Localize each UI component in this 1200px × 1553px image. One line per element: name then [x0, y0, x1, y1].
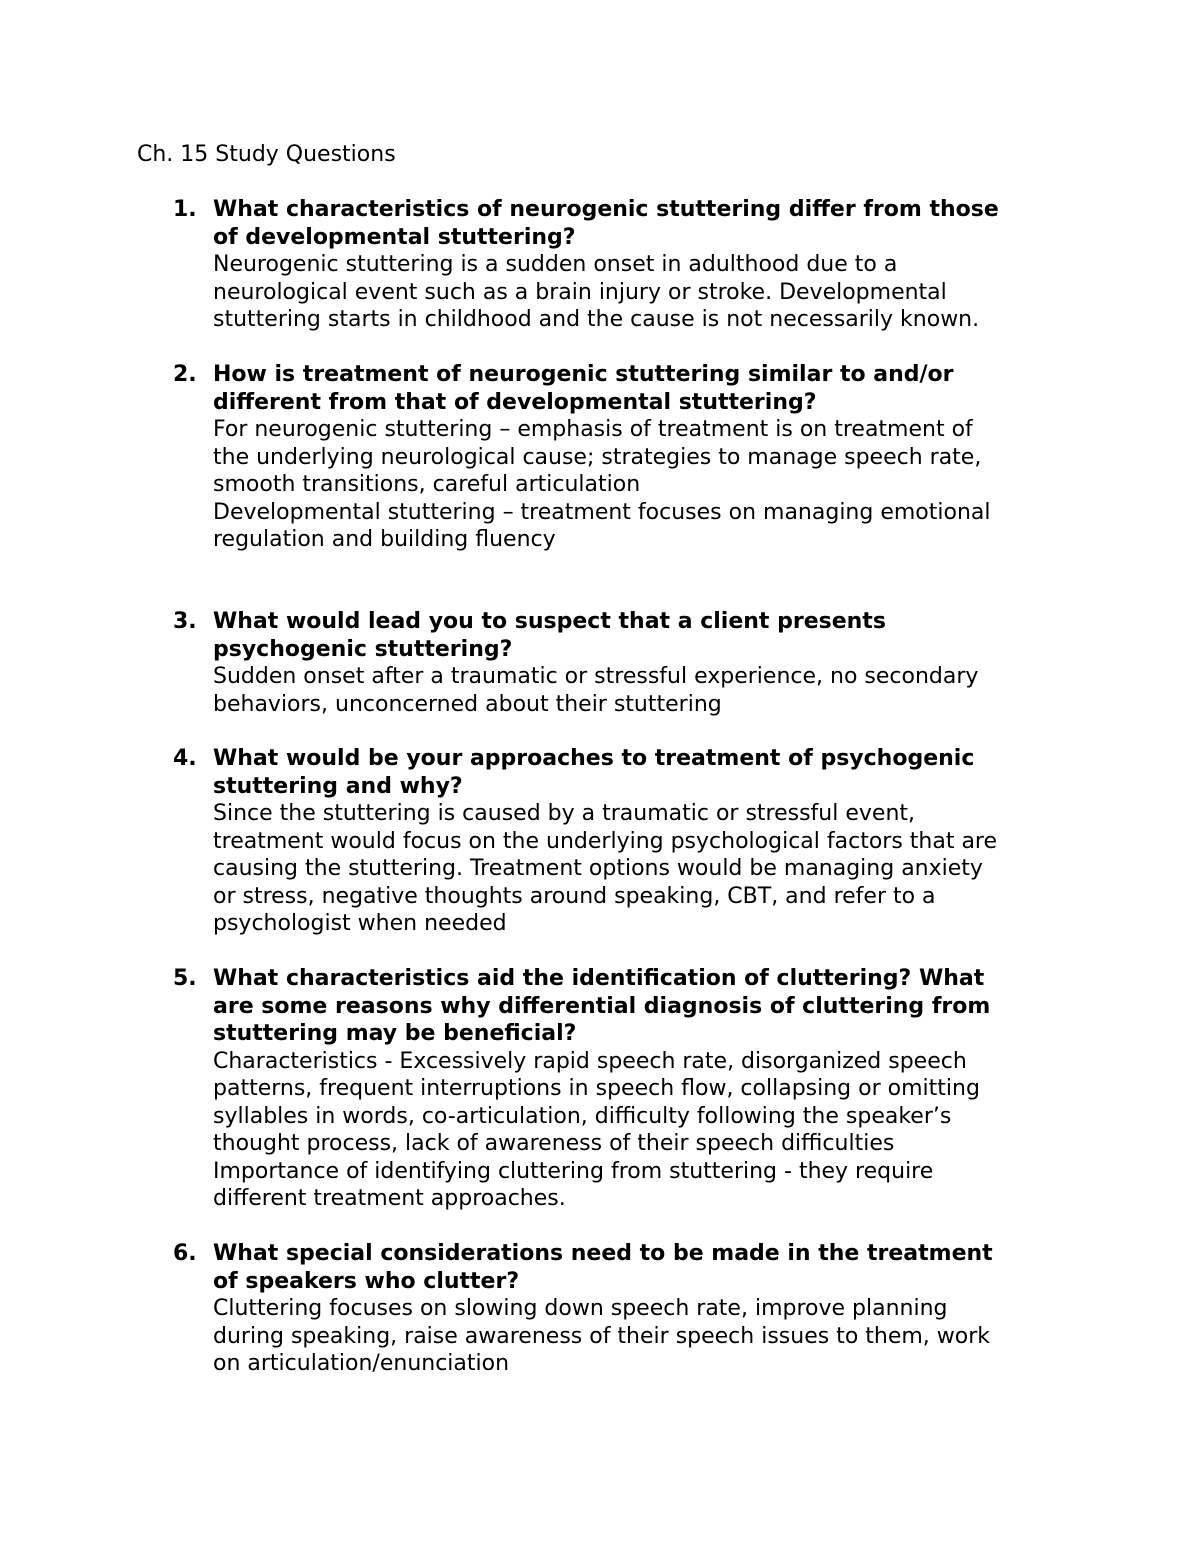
- question-number: 2.: [173, 362, 197, 387]
- answer-text: [213, 800, 1093, 938]
- answer-line: during speaking, raise awareness of their speech issues to them, work: [213, 1323, 991, 1349]
- question-item-5: [173, 965, 1093, 1213]
- answer-line: stuttering starts in childhood and the cause is not necessarily known.: [213, 307, 980, 332]
- question-line: What characteristics of neurogenic stuttering differ from those: [213, 197, 999, 222]
- question-text: [213, 965, 1093, 1048]
- answer-line: regulation and building fluency: [213, 527, 556, 552]
- question-line: stuttering may be beneficial?: [213, 1021, 577, 1046]
- question-line: psychogenic stuttering?: [213, 636, 513, 662]
- question-line: What would lead you to suspect that a client presents: [213, 609, 886, 634]
- question-item-2: [173, 361, 1093, 554]
- answer-line: or stress, negative thoughts around speaking, CBT, and refer to a: [213, 883, 936, 909]
- question-number: 3.: [173, 609, 197, 634]
- answer-line: Since the stuttering is caused by a traumatic or stressful event,: [213, 801, 916, 826]
- question-line: What special considerations need to be made in the treatment: [213, 1241, 993, 1266]
- question-text: [213, 745, 1093, 800]
- question-line: How is treatment of neurogenic stuttering similar to and/or: [213, 362, 954, 387]
- answer-line: Characteristics - Excessively rapid speech rate, disorganized speech: [213, 1048, 967, 1074]
- answer-text: [213, 663, 1093, 718]
- answer-line: neurological event such as a brain injury or stroke. Developmental: [213, 279, 947, 305]
- answer-line: For neurogenic stuttering – emphasis of treatment is on treatment of: [213, 417, 973, 442]
- answer-line: the underlying neurological cause; strategies to manage speech rate,: [213, 444, 982, 470]
- question-item-4: [173, 745, 1093, 938]
- answer-line: Sudden onset after a traumatic or stressful experience, no secondary: [213, 664, 979, 689]
- question-line: different from that of developmental stuttering?: [213, 389, 817, 415]
- document-title: Ch. 15 Study Questions: [137, 142, 396, 167]
- answer-line: psychologist when needed: [213, 911, 507, 936]
- answer-line: behaviors, unconcerned about their stuttering: [213, 691, 722, 717]
- question-text: [213, 608, 1093, 663]
- question-number: 4.: [173, 746, 197, 771]
- question-line: What would be your approaches to treatment of psychogenic: [213, 746, 975, 771]
- question-line: of developmental stuttering?: [213, 224, 576, 250]
- question-number: 5.: [173, 966, 197, 991]
- question-number: 1.: [173, 197, 197, 222]
- question-line: What characteristics aid the identification of cluttering? What: [213, 966, 985, 991]
- answer-line: causing the stuttering. Treatment options would be managing anxiety: [213, 856, 983, 881]
- question-item-6: [173, 1240, 1093, 1378]
- answer-text: [213, 1048, 1093, 1213]
- answer-line: treatment would focus on the underlying psychological factors that are: [213, 828, 998, 854]
- question-line: are some reasons why differential diagnosis of cluttering from: [213, 993, 991, 1019]
- answer-line: Developmental stuttering – treatment focuses on managing emotional: [213, 499, 991, 525]
- question-line: of speakers who clutter?: [213, 1268, 520, 1294]
- answer-line: Cluttering focuses on slowing down speech rate, improve planning: [213, 1296, 948, 1321]
- answer-line: Importance of identifying cluttering from stuttering - they require: [213, 1158, 934, 1184]
- answer-text: [213, 416, 1093, 554]
- question-item-3: [173, 608, 1093, 718]
- question-text: [213, 1240, 1093, 1295]
- answer-line: Neurogenic stuttering is a sudden onset in adulthood due to a: [213, 252, 898, 277]
- answer-text: [213, 1295, 1093, 1378]
- answer-line: smooth transitions, careful articulation: [213, 472, 641, 497]
- answer-text: [213, 251, 1093, 334]
- answer-line: different treatment approaches.: [213, 1186, 566, 1211]
- answer-line: syllables in words, co-articulation, difficulty following the speaker’s: [213, 1103, 952, 1129]
- answer-line: patterns, frequent interruptions in speech flow, collapsing or omitting: [213, 1076, 980, 1101]
- question-text: [213, 196, 1093, 251]
- answer-line: thought process, lack of awareness of their speech difficulties: [213, 1131, 895, 1156]
- question-number: 6.: [173, 1241, 197, 1266]
- question-item-1: [173, 196, 1093, 334]
- answer-line: on articulation/enunciation: [213, 1351, 510, 1376]
- question-text: [213, 361, 1093, 416]
- question-line: stuttering and why?: [213, 773, 463, 799]
